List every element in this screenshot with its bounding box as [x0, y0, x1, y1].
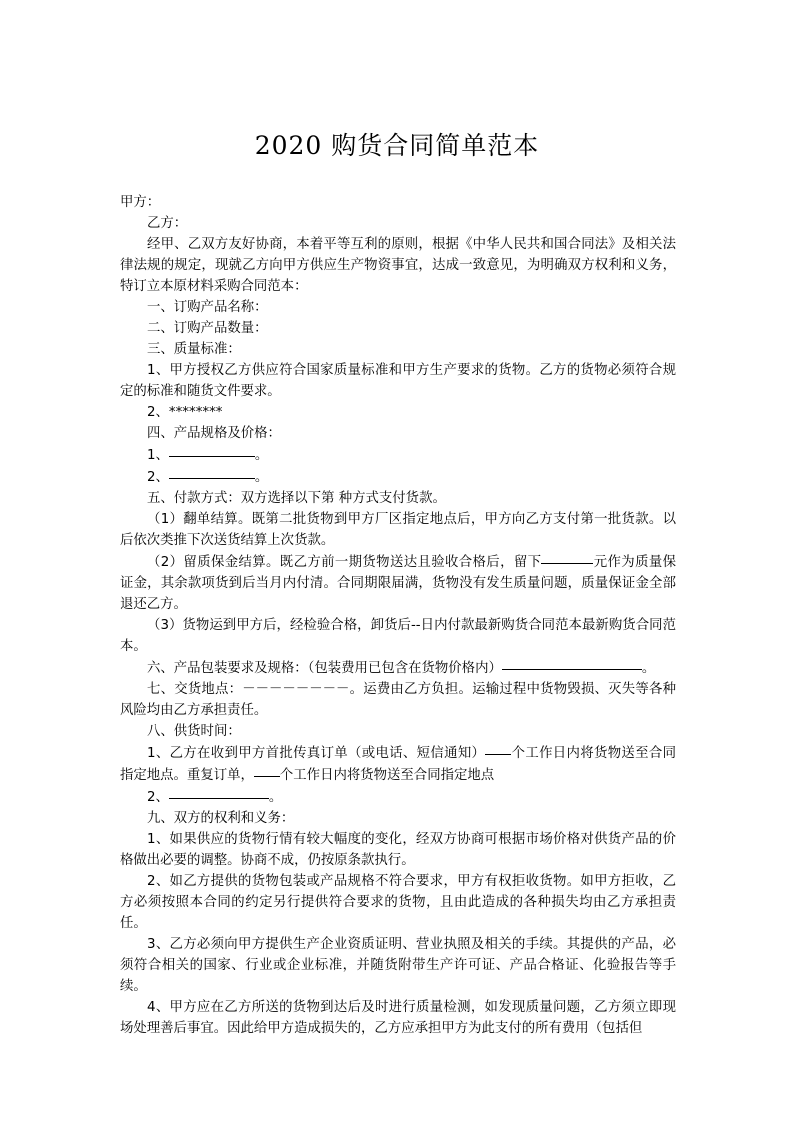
- section-8-item-1: [120, 742, 676, 786]
- item-suffix: 。: [268, 790, 283, 805]
- blank-underline: [169, 464, 255, 479]
- blank-underline: [485, 740, 511, 755]
- section-9-heading: 九、双方的权利和义务：: [147, 811, 295, 826]
- item-prefix: （2）留质保金结算。既乙方前一期货物送达且验收合格后，留下: [147, 555, 542, 570]
- section-8-item-2: [120, 786, 676, 808]
- intro-paragraph: 经甲、乙双方友好协商，本着平等互利的原则，根据《中华人民共和国合同法》及相关法律法规的规定，现就乙方向甲方供应生产物资事宜，达成一致意见，为明确双方权利和义务，特订立本原材料采购合同范本：: [120, 237, 676, 294]
- section-8-heading: 八、供货时间：: [147, 724, 241, 739]
- section-9-item-4: 4、甲方应在乙方所送的货物到达后及时进行质量检测，如发现质量问题，乙方须立即现场处理善后事宜。因此给甲方造成损失的，乙方应承担甲方为此支付的所有费用（包括但: [120, 1000, 676, 1036]
- item-middle: 个工作日内将货物送至合同指定地点。重复订单，: [120, 746, 676, 783]
- section-3-item-2: 2、********: [147, 405, 223, 420]
- section-3-heading: 三、质量标准：: [147, 342, 241, 357]
- section-2-heading: 二、订购产品数量：: [147, 321, 268, 336]
- section-4-heading: 四、产品规格及价格：: [147, 426, 281, 441]
- section-9-item-1: 1、如果供应的货物行情有较大幅度的变化，经双方协商可根据市场价格对供货产品的价格做出必要的调整。协商不成，仍按原条款执行。: [120, 832, 676, 868]
- section-1-heading: 一、订购产品名称：: [147, 300, 268, 315]
- section-5-item-3: （3）货物运到甲方后，经检验合格，卸货后--日内付款最新购货合同范本最新购货合同范本。: [120, 618, 676, 654]
- item-prefix: 1、乙方在收到甲方首批传真订单（或电话、短信通知）: [147, 746, 486, 761]
- section-9-item-3: 3、乙方必须向甲方提供生产企业资质证明、营业执照及相关的手续。其提供的产品，必须符合相关的国家、行业或企业标准，并随货附带生产许可证、产品合格证、化验报告等手续。: [120, 937, 676, 994]
- section-3-item-1: 1、甲方授权乙方供应符合国家质量标准和甲方生产要求的货物。乙方的货物必须符合规定的标准和随货文件要求。: [120, 363, 676, 399]
- item-prefix: 1、: [147, 448, 169, 463]
- section-4-item-2: [120, 466, 676, 488]
- item-prefix: 六、产品包装要求及规格：（包装费用已包含在货物价格内）: [147, 661, 502, 676]
- blank-underline: [169, 442, 255, 457]
- section-7-line: 七、交货地点：－－－－－－－－。运费由乙方负担。运输过程中货物毁损、灭失等各种风险均由乙方承担责任。: [120, 682, 676, 718]
- section-5-item-2: [120, 551, 676, 615]
- item-prefix: 2、: [147, 790, 169, 805]
- item-suffix: 个工作日内将货物送至合同指定地点: [279, 768, 495, 783]
- item-prefix: 2、: [147, 470, 169, 485]
- section-5-heading: 五、付款方式：双方选择以下第 种方式支付货款。: [147, 491, 446, 506]
- section-9-item-2: 2、如乙方提供的货物包装或产品规格不符合要求，甲方有权拒收货物。如甲方拒收，乙方必须按照本合同的约定另行提供符合要求的货物，且由此造成的各种损失均由乙方承担责任。: [120, 874, 676, 931]
- section-5-item-1: （1）翻单结算。既第二批货物到甲方厂区指定地点后，甲方向乙方支付第一批货款。以后依次类推下次送货结算上次货款。: [120, 512, 676, 548]
- blank-underline: [541, 549, 593, 564]
- party-b-line: 乙方：: [147, 216, 188, 231]
- blank-underline: [254, 762, 280, 777]
- item-suffix: 元作为质量保证金，其余款项货到后当月内付清。合同期限届满，货物没有发生质量问题，质量保证金全部退还乙方。: [120, 555, 676, 612]
- section-6-line: [120, 657, 676, 679]
- document-body: [120, 192, 676, 1039]
- section-4-item-1: [120, 444, 676, 466]
- item-suffix: 。: [641, 661, 656, 676]
- document-title: 2020 购货合同简单范本: [254, 131, 540, 160]
- item-suffix: 。: [254, 448, 269, 463]
- blank-underline: [502, 655, 642, 670]
- item-suffix: 。: [254, 470, 269, 485]
- blank-underline: [169, 784, 269, 799]
- party-a-line: 甲方：: [120, 195, 161, 210]
